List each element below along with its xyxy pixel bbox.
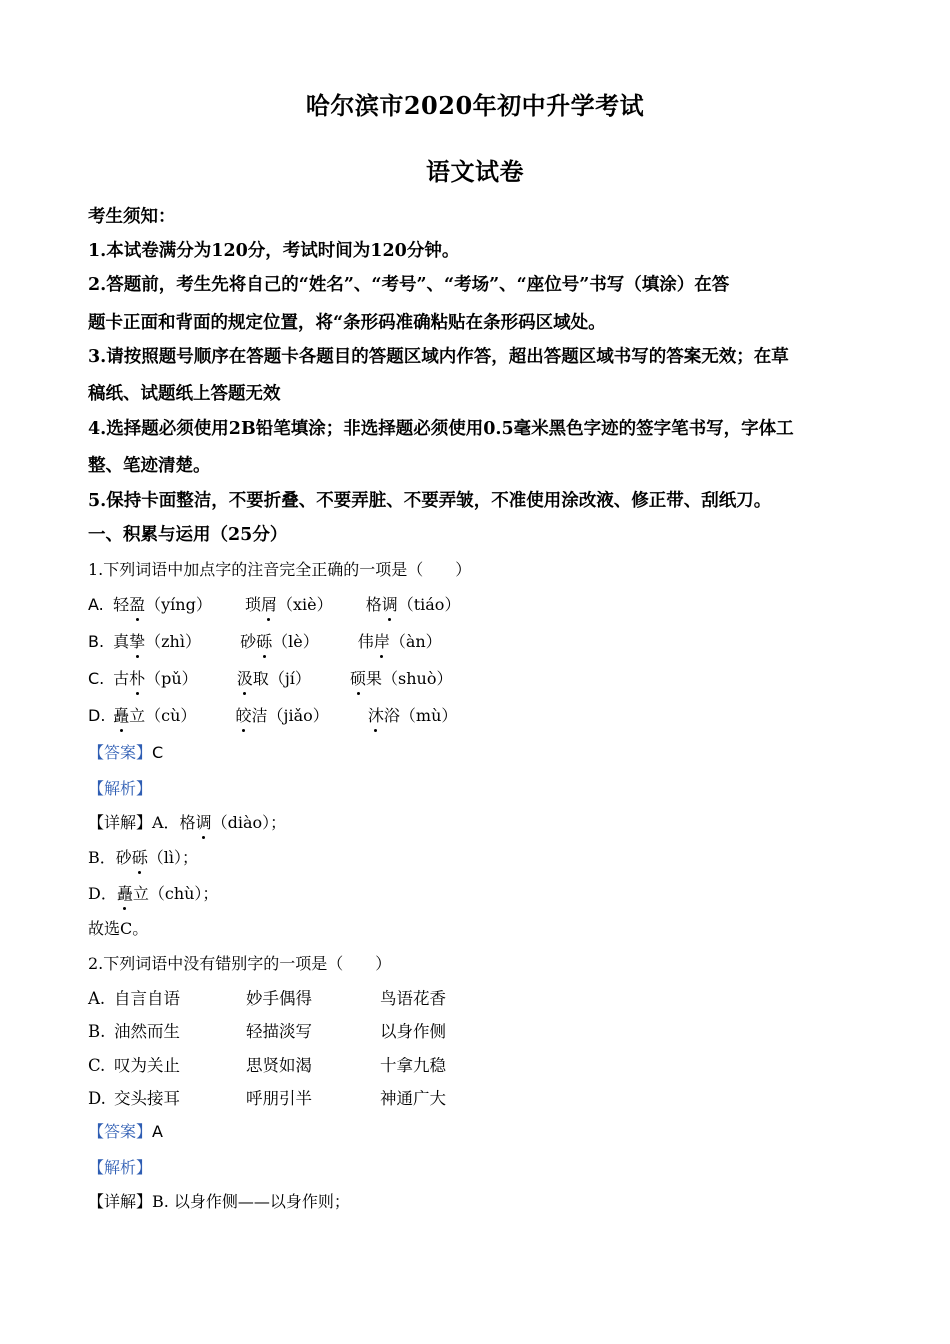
q1-option-d — [88, 704, 457, 728]
word: 砂砾（lè） — [240, 632, 319, 651]
q1-detail-d: D．矗立（chù）； — [88, 882, 218, 906]
word: 汲取（jí） — [237, 669, 311, 688]
section-heading: 一、积累与运用（25分） — [88, 525, 288, 545]
word: 妙手偶得 — [246, 989, 312, 1008]
word: 十拿九稳 — [380, 1056, 446, 1075]
word: 真挚（zhì） — [113, 632, 201, 651]
notice-item-2b: 题卡正面和背面的规定位置，将“条形码准确粘贴在条形码区域处。 — [88, 313, 606, 333]
notice-item-4a: 4.选择题必须使用2B铅笔填涂；非选择题必须使用0.5毫米黑色字迹的签字笔书写，字体工 — [88, 419, 794, 439]
q2-answer — [88, 1120, 163, 1144]
word: 以身作侧 — [380, 1022, 446, 1041]
option-label: A. — [88, 595, 104, 614]
word: 自言自语 — [114, 989, 180, 1008]
q2-detail: 【详解】B. 以身作侧——以身作则； — [88, 1192, 350, 1211]
notice-item-3a: 3.请按照题号顺序在答题卡各题目的答题区域内作答，超出答题区域书写的答案无效；在草 — [88, 347, 789, 367]
word: 油然而生 — [114, 1022, 180, 1041]
word: 古朴（pǔ） — [113, 669, 198, 688]
word: 琐屑（xiè） — [245, 595, 333, 614]
q1-option-c — [88, 667, 453, 691]
word: 皎洁（jiǎo） — [236, 706, 329, 725]
exam-subject-title: 语文试卷 — [426, 157, 524, 186]
exam-title: 哈尔滨市2020年初中升学考试 — [305, 91, 645, 120]
word: 沐浴（mù） — [368, 706, 458, 725]
option-label: C. — [88, 669, 105, 688]
word: 鸟语花香 — [380, 989, 446, 1008]
question-2-stem: 2.下列词语中没有错别字的一项是（ ） — [88, 954, 392, 973]
answer-value: A — [152, 1122, 163, 1141]
notice-item-4b: 整、笔迹清楚。 — [88, 456, 211, 476]
q1-option-b — [88, 630, 442, 654]
q2-analysis-tag: 【解析】 — [88, 1158, 153, 1177]
notice-item-5: 5.保持卡面整洁，不要折叠、不要弄脏、不要弄皱，不准使用涂改液、修正带、刮纸刀。 — [88, 491, 772, 511]
option-label: C. — [88, 1056, 106, 1075]
q1-answer — [88, 741, 163, 765]
notice-item-1: 1.本试卷满分为120分，考试时间为120分钟。 — [88, 241, 460, 261]
answer-tag: 【答案】 — [88, 1122, 153, 1141]
q1-conclusion: 故选C。 — [88, 919, 149, 938]
q1-analysis-tag: 【解析】 — [88, 779, 153, 798]
word: 交头接耳 — [114, 1089, 180, 1108]
word: 呼朋引半 — [246, 1089, 312, 1108]
word: 伟岸（àn） — [358, 632, 442, 651]
word: 神通广大 — [380, 1089, 446, 1108]
answer-tag: 【答案】 — [88, 743, 153, 762]
word: 格调（tiáo） — [366, 595, 461, 614]
option-label: D. — [88, 706, 106, 725]
word: 矗立（cù） — [113, 706, 196, 725]
option-label: D. — [88, 1089, 106, 1108]
option-label: A. — [88, 989, 106, 1008]
word: 硕果（shuò） — [350, 669, 453, 688]
notice-heading: 考生须知： — [88, 207, 176, 227]
word: 思贤如渴 — [246, 1056, 312, 1075]
q1-detail-b: B．砂砾（lì）； — [88, 846, 198, 870]
option-label: B. — [88, 632, 105, 651]
option-label: B. — [88, 1022, 106, 1041]
word: 轻盈（yíng） — [113, 595, 212, 614]
question-1-stem: 1.下列词语中加点字的注音完全正确的一项是（ ） — [88, 560, 472, 579]
answer-value: C — [152, 743, 164, 762]
notice-item-2a: 2.答题前，考生先将自己的“姓名”、“考号”、“考场”、“座位号”书写（填涂）在答 — [88, 275, 730, 295]
word: 轻描淡写 — [246, 1022, 312, 1041]
word: 叹为关止 — [114, 1056, 180, 1075]
q1-detail-a: 【详解】A．格调（diào）； — [88, 811, 286, 835]
q1-option-a — [88, 593, 460, 617]
notice-item-3b: 稿纸、试题纸上答题无效 — [88, 384, 281, 404]
